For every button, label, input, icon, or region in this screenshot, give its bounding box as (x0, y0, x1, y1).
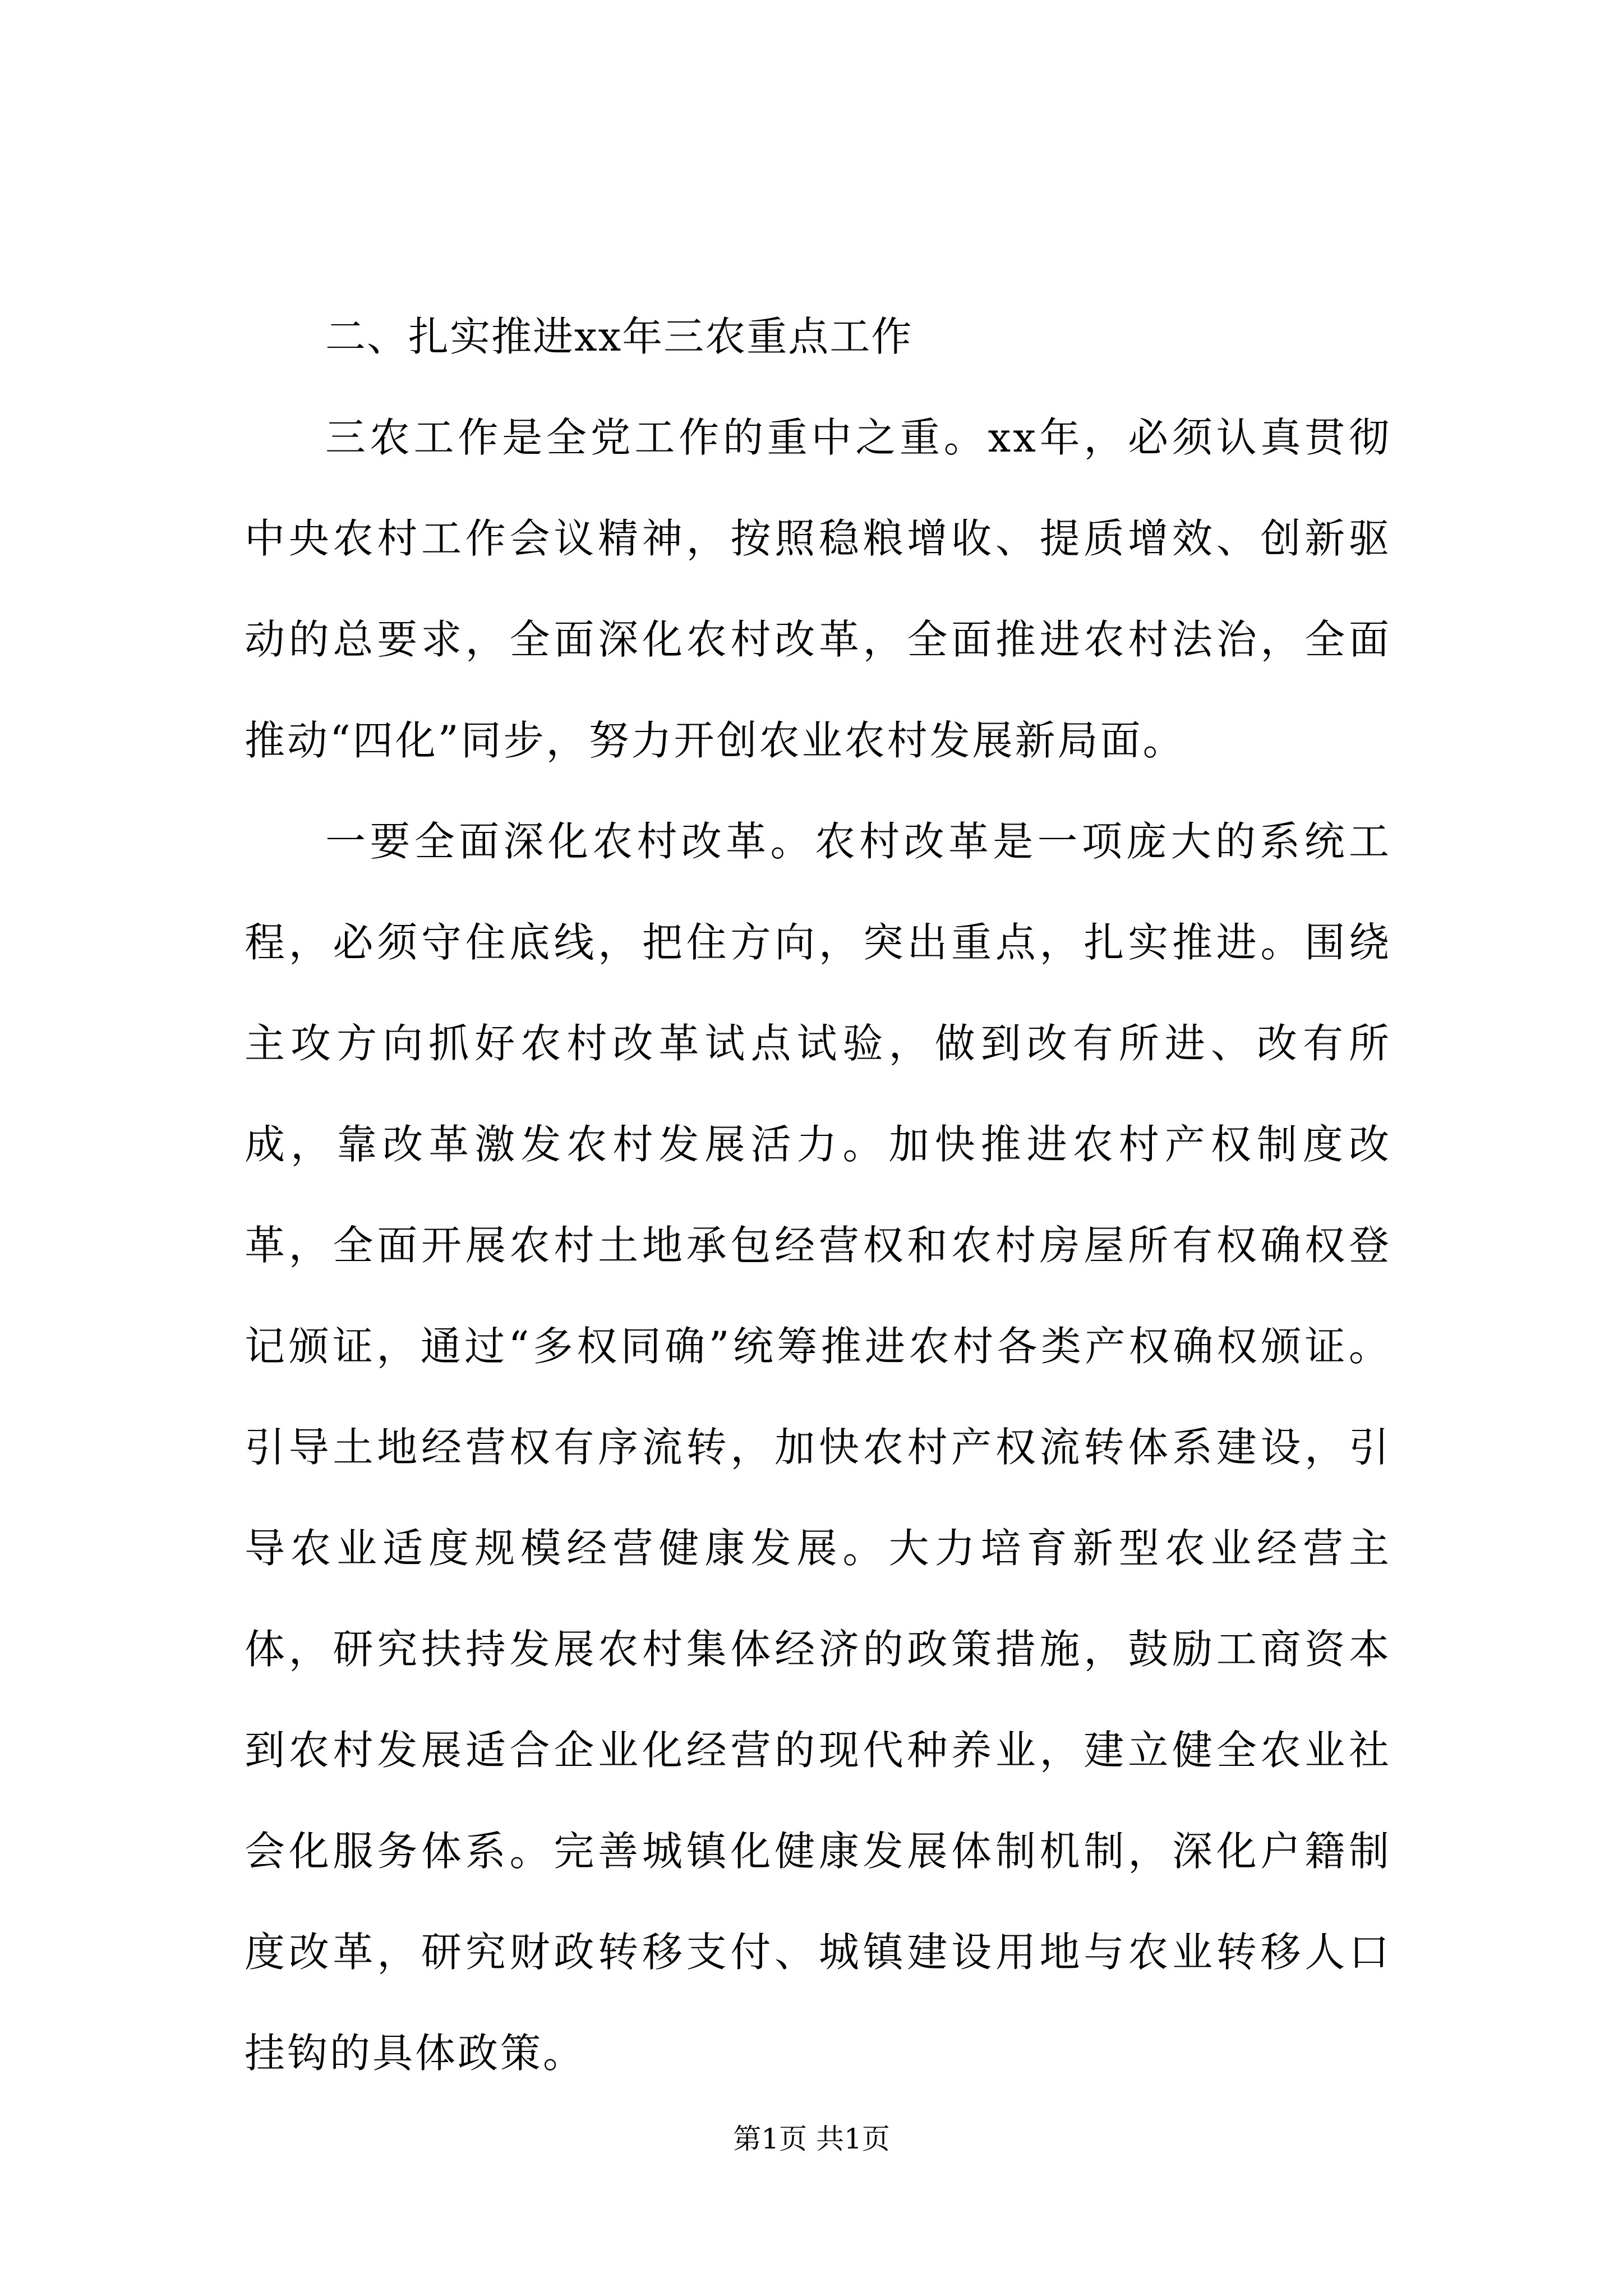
paragraph-intro: 三农工作是全党工作的重中之重。xx年，必须认真贯彻中央农村工作会议精神，按照稳粮增收、提质增效、创新驱动的总要求，全面深化农村改革，全面推进农村法治，全面推动“四化”同步，努力开创农业农村发展新局面。 (245, 414, 1391, 764)
section-heading: 二、扎实推进xx年三农重点工作 (325, 313, 913, 360)
document-body (245, 286, 1391, 2104)
page-footer: 第1页 共1页 (733, 2123, 890, 2155)
paragraph-rural-reform: 一要全面深化农村改革。农村改革是一项庞大的系统工程，必须守住底线，把住方向，突出重点，扎实推进。围绕主攻方向抓好农村改革试点试验，做到改有所进、改有所成，靠改革激发农村发展活力。加快推进农村产权制度改革，全面开展农村土地承包经营权和农村房屋所有权确权登记颁证，通过“多权同确”统筹推进农村各类产权确权颁证。引导土地经营权有序流转，加快农村产权流转体系建设，引导农业适度规模经营健康发展。大力培育新型农业经营主体，研究扶持发展农村集体经济的政策措施，鼓励工商资本到农村发展适合企业化经营的现代种养业，建立健全农业社会化服务体系。完善城镇化健康发展体制机制，深化户籍制度改革，研究财政转移支付、城镇建设用地与农业转移人口挂钩的具体政策。 (245, 818, 1391, 2077)
